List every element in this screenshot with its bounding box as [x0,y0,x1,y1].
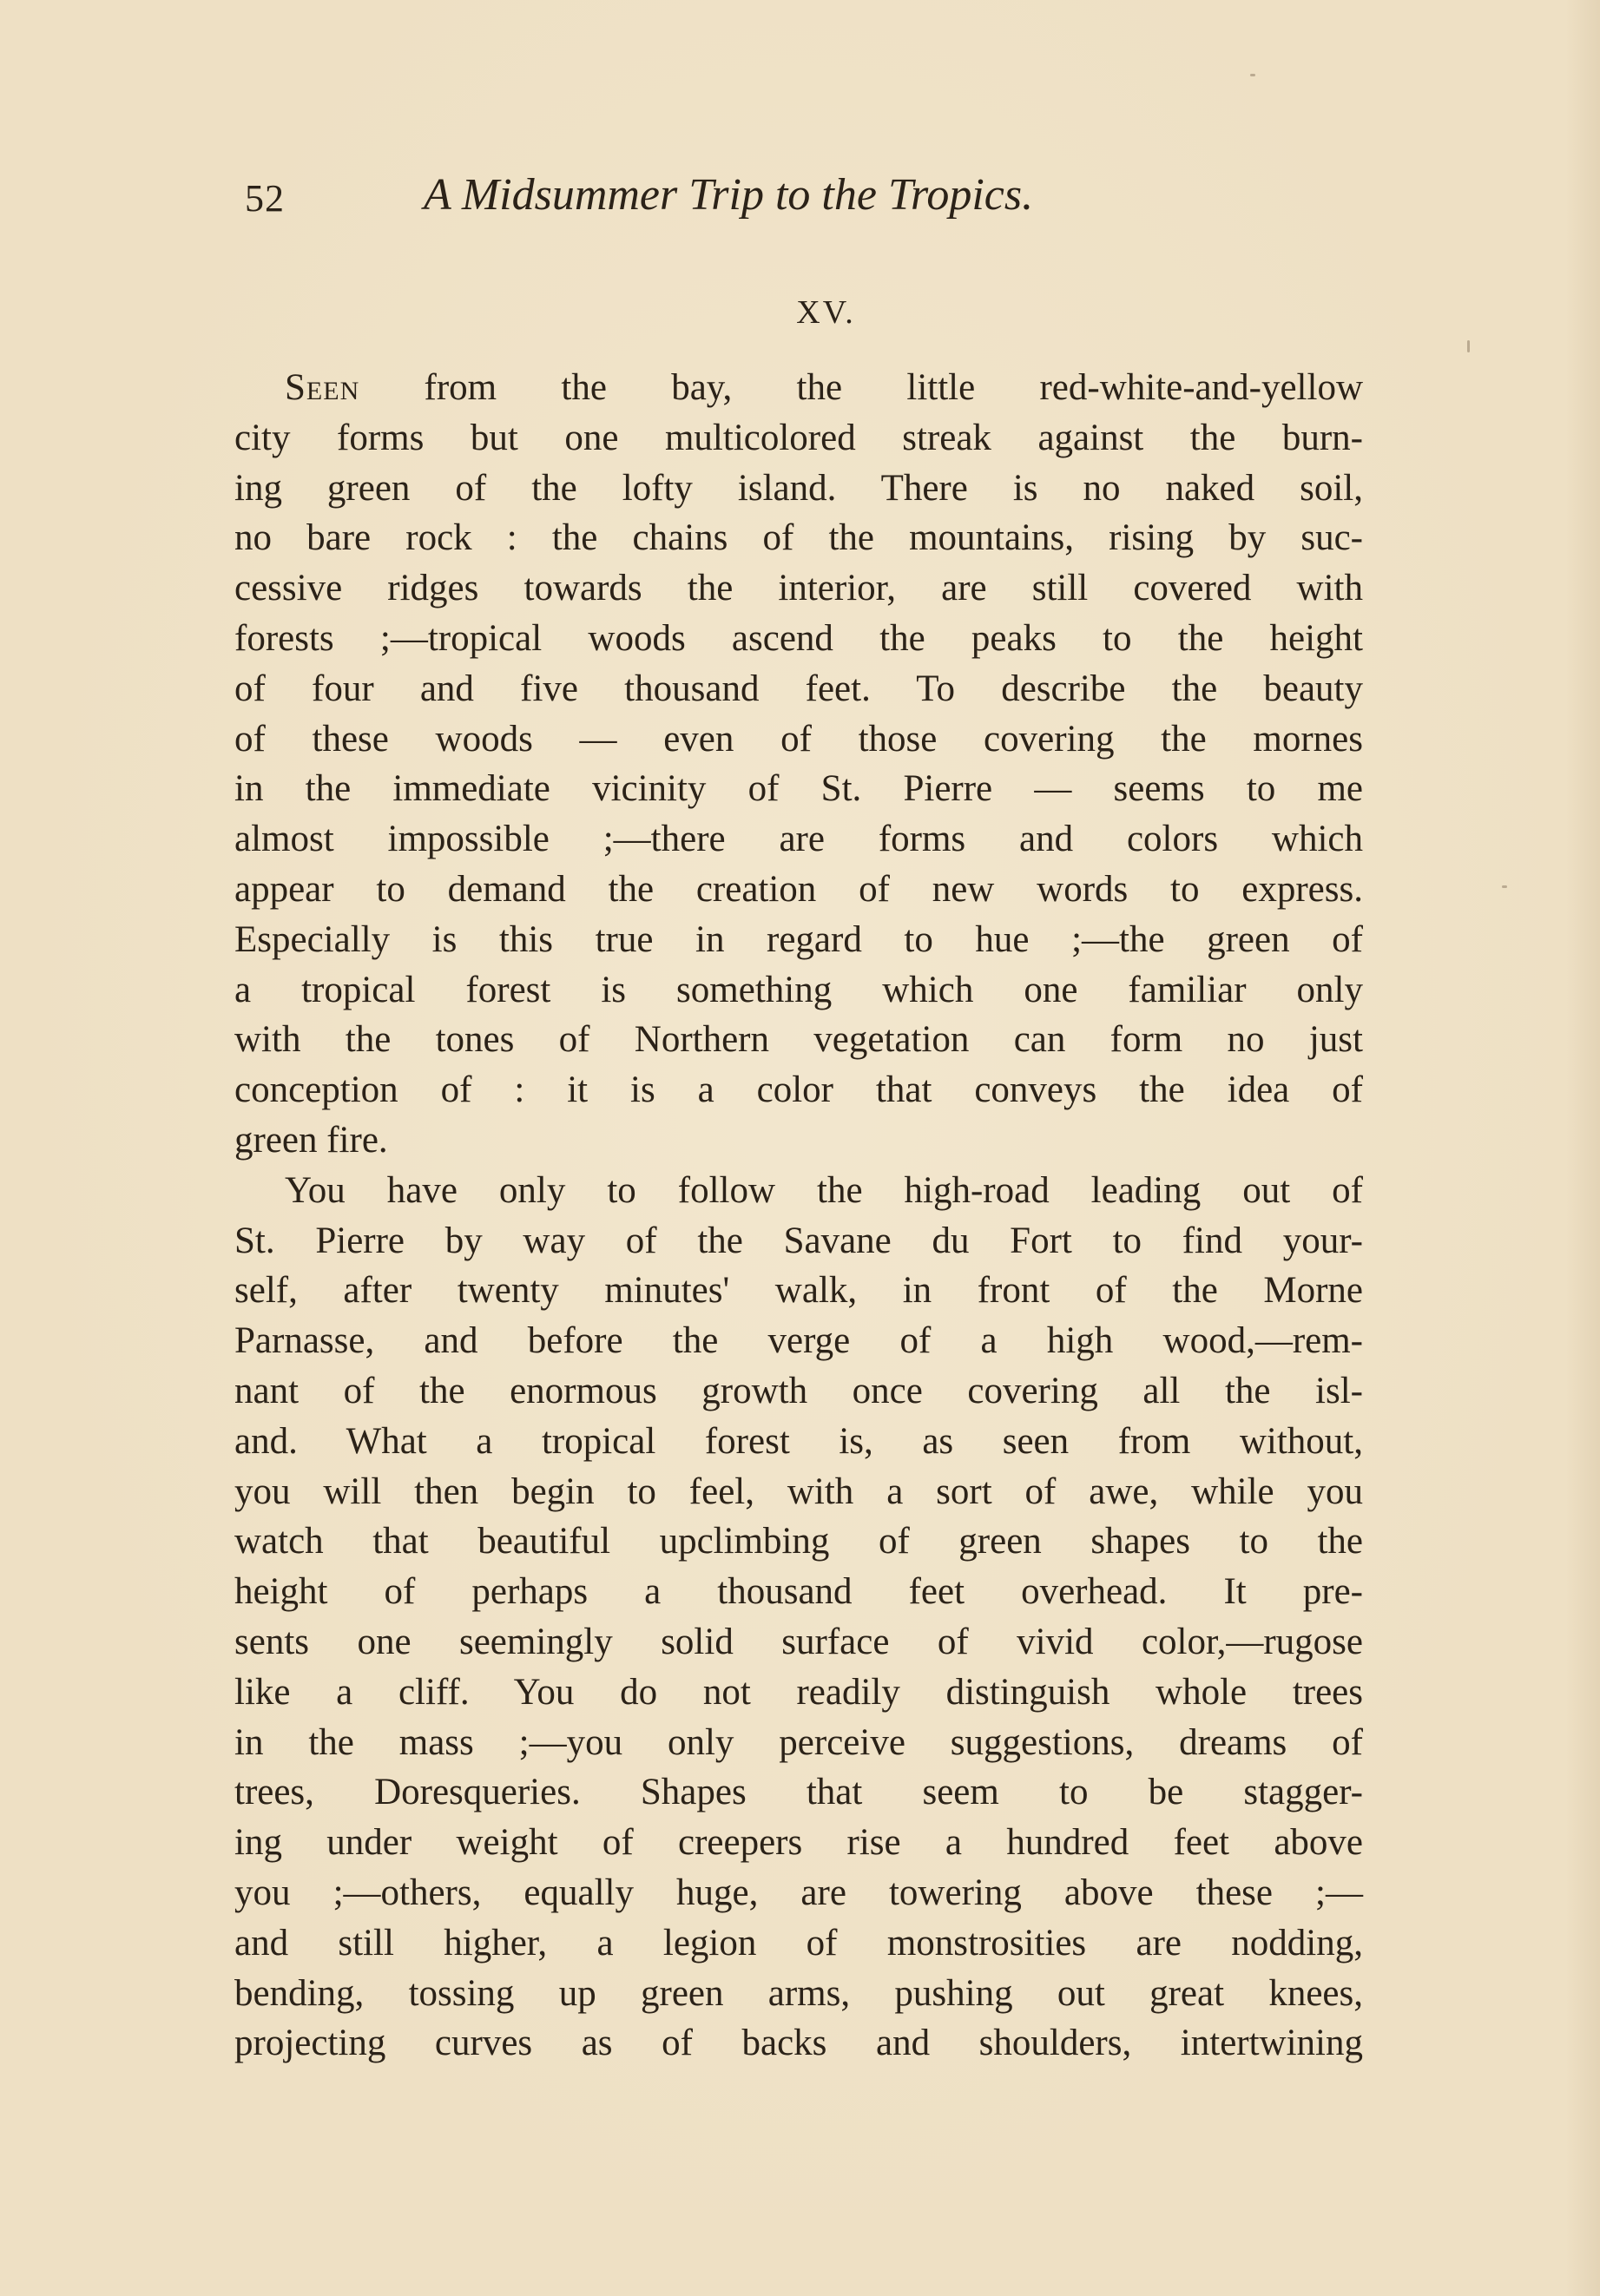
text-line: height of perhaps a thousand feet overhead. It pre- [234,1571,1363,1613]
text-line: you ;—others, equally huge, are towering above these ;— [234,1872,1363,1913]
text-line: Parnasse, and before the verge of a high wood,—rem- [234,1320,1363,1362]
book-title: A Midsummer Trip to the Tropics. [424,170,1034,220]
page-edge-shadow [1565,0,1600,2296]
text-line: sents one seemingly solid surface of vivid color,—rugose [234,1621,1363,1662]
text-line: city forms but one multicolored streak against the burn- [234,417,1363,458]
text-line: projecting curves as of backs and shoulders, intertwining [234,2023,1363,2064]
text-line: St. Pierre by way of the Savane du Fort to find your- [234,1220,1363,1261]
text-line: trees, Doresqueries. Shapes that seem to be stagger- [234,1772,1363,1813]
text-line: appear to demand the creation of new words to express. [234,868,1363,910]
body-text [234,363,1363,2069]
text-line: with the tones of Northern vegetation can form no just [234,1019,1363,1061]
running-head [234,169,1363,230]
text-line: nant of the enormous growth once covering all the isl- [234,1370,1363,1411]
text-line: conception of : it is a color that conveys the idea of [234,1069,1363,1111]
text-line: ing under weight of creepers rise a hundred feet above [234,1822,1363,1864]
paper-speck [1502,885,1507,888]
text-line: a tropical forest is something which one familiar only [234,969,1363,1010]
chapter-heading: XV. [796,294,856,331]
text-line: watch that beautiful upclimbing of green shapes to the [234,1521,1363,1562]
text-line: no bare rock : the chains of the mountains, rising by suc- [234,517,1363,559]
text-line: in the mass ;—you only perceive suggestions, dreams of [234,1721,1363,1763]
text-line: You have only to follow the high-road leading out of [285,1169,1363,1211]
text-line: like a cliff. You do not readily distinguish whole trees [234,1671,1363,1713]
text-line: green fire. [234,1119,388,1161]
page-number: 52 [245,177,285,220]
text-line: self, after twenty minutes' walk, in front of the Morne [234,1270,1363,1312]
text-line: cessive ridges towards the interior, are still covered with [234,568,1363,609]
text-line: ing green of the lofty island. There is no naked soil, [234,467,1363,509]
text-line: of these woods — even of those covering the mornes [234,718,1363,760]
paper-speck [1250,74,1255,76]
text-line: of four and five thousand feet. To describe the beauty [234,668,1363,709]
text-line: Especially is this true in regard to hue ;—the green of [234,918,1363,960]
text-line: and still higher, a legion of monstrosities are nodding, [234,1922,1363,1964]
text-line: bending, tossing up green arms, pushing out great knees, [234,1972,1363,2014]
text-line: almost impossible ;—there are forms and colors which [234,819,1363,860]
text-line: Seen from the bay, the little red-white-and-yellow [285,367,1363,408]
text-line: you will then begin to feel, with a sort of awe, while you [234,1470,1363,1512]
drop-word: Seen [285,367,360,408]
text-line: and. What a tropical forest is, as seen from without, [234,1420,1363,1462]
text-line: forests ;—tropical woods ascend the peaks to the height [234,617,1363,659]
text-line: in the immediate vicinity of St. Pierre — seems to me [234,768,1363,810]
paper-speck [1467,340,1470,352]
